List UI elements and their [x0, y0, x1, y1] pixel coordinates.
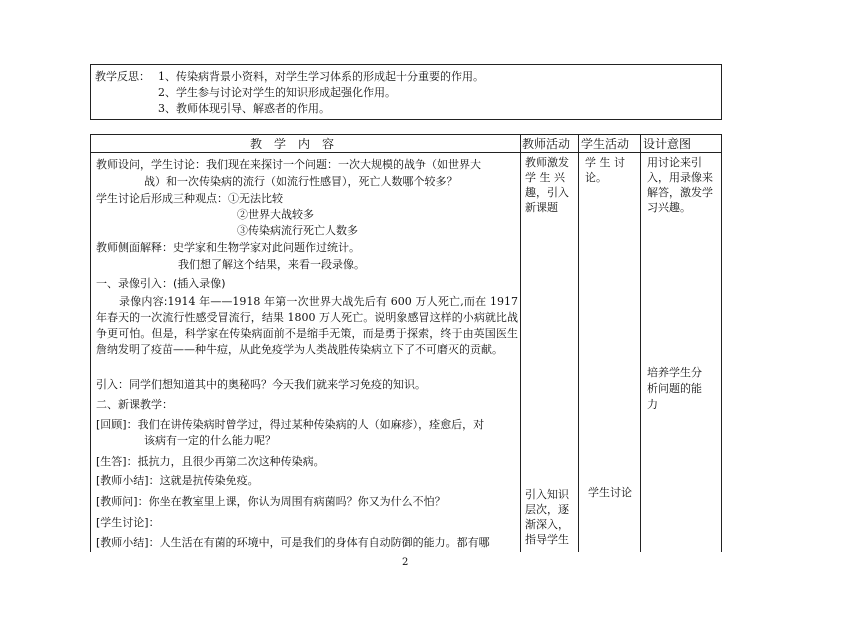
review-line-1 — [96, 418, 484, 431]
page-number: 2 — [402, 557, 409, 568]
reflection-line-1: 1、传染病背景小资料，对学生学习体系的形成起十分重要的作用。 — [158, 70, 484, 83]
views-intro: 学生讨论后形成三种观点：①无法比较 — [96, 192, 283, 205]
reflection-line-2: 2、学生参与讨论对学生的知识形成起强化作用。 — [158, 86, 396, 99]
summary-1-label: [教师小结] — [96, 474, 149, 487]
design-intent-2-line-3: 力 — [647, 398, 658, 411]
question-text-1: 我们现在来探讨一个问题：一次大规模的战争（如世界大 — [206, 158, 481, 171]
design-intent-1-line-4: 习兴趣。 — [647, 201, 691, 214]
section-new-lesson: 二、新课教学： — [96, 398, 173, 411]
reflection-label: 教学反思： — [95, 70, 150, 83]
summary-2-text: ：人生活在有菌的环境中，可是我们的身体有自动防御的能力。都有哪 — [148, 536, 490, 549]
side-explain-line — [96, 241, 360, 254]
design-intent-1-line-3: 解答，激发学 — [647, 186, 713, 199]
summary-1-text: ：这就是抗传染免疫。 — [148, 474, 259, 487]
review-text-1: ：我们在讲传染病时曾学过，得过某种传染病的人（如麻疹），痊愈后，对 — [126, 418, 485, 431]
student-discussion-label: [学生讨论] — [96, 516, 149, 529]
teacher-activity-2-line-1: 引入知识 — [525, 488, 569, 501]
header-teacher-activity: 教师活动 — [522, 137, 571, 151]
design-intent-1-line-2: 入，用录像来 — [647, 171, 713, 184]
side-explain-label: 教师侧面解释 — [96, 241, 162, 254]
side-explain-text: ：史学家和生物学家对此问题作过统计。 — [162, 241, 360, 254]
design-intent-2-line-1: 培养学生分 — [647, 366, 702, 379]
question-line-2: 战）和一次传染病的流行（如流行性感冒），死亡人数哪个较多？ — [144, 175, 458, 188]
side-explain-text-2: 我们想了解这个结果，来看一段录像。 — [178, 258, 365, 271]
teacher-question-line — [96, 495, 446, 508]
col-divider-3 — [640, 134, 641, 552]
question-label: 教师设问，学生讨论： — [96, 158, 206, 171]
teacher-activity-2-line-3: 渐深入， — [525, 518, 569, 531]
col-divider-2 — [578, 134, 579, 552]
teacher-activity-2-line-2: 层次，逐 — [525, 503, 569, 516]
question-line-1 — [96, 158, 481, 171]
teacher-question-text: ：你坐在教室里上课，你认为周围有病菌吗？你又为什么不怕？ — [137, 495, 446, 508]
student-activity-1-line-1: 学 生 讨 — [585, 156, 625, 169]
intro-line — [96, 378, 426, 391]
teacher-activity-1-line-1: 教师激发 — [525, 156, 569, 169]
summary-1-line — [96, 474, 259, 487]
student-activity-1-line-2: 论。 — [585, 171, 607, 184]
col-divider-1 — [520, 134, 521, 552]
summary-2-line — [96, 536, 490, 549]
review-text-2: 该病有一定的什么能力呢？ — [144, 434, 276, 447]
video-content-text: 1914 年——1918 年第一次世界大战先后有 600 万人死亡,而在 1917 年春天的一次流行性感受冒流行，结果 1800 万人死亡。说明象感冒这样的小病就比战争更可怕。但是，科学家在传染病面前不是缩手无策，而是勇于探索，终于由英国医生詹纳发明了疫苗——种牛痘，从此免疫学为人类战胜传染病立下了不可磨灭的贡献。 — [96, 295, 518, 356]
reflection-line-3: 3、教师体现引导、解惑者的作用。 — [158, 102, 330, 115]
header-divider — [90, 152, 722, 153]
video-content-label: 录像内容: — [119, 295, 168, 308]
student-discussion-line — [96, 516, 160, 529]
student-activity-2: 学生讨论 — [588, 486, 632, 499]
student-discussion-text: ： — [148, 516, 160, 529]
answer-line — [96, 455, 325, 468]
teacher-activity-1-line-3: 趣，引入 — [525, 186, 569, 199]
review-label: [回顾] — [96, 418, 127, 431]
view-2: ②世界大战较多 — [237, 208, 314, 221]
header-design-intent: 设计意图 — [643, 137, 692, 151]
teacher-activity-1-line-2: 学 生 兴 — [525, 171, 565, 184]
answer-text: ：抵抗力，且很少再第二次这种传染病。 — [126, 455, 325, 468]
design-intent-1-line-1: 用讨论来引 — [647, 156, 702, 169]
teacher-activity-1-line-4: 新课题 — [525, 201, 558, 214]
video-content-paragraph — [96, 294, 518, 358]
intro-label: 引入 — [96, 378, 118, 391]
summary-2-label: [教师小结] — [96, 536, 149, 549]
view-3: ③传染病流行死亡人数多 — [237, 224, 358, 237]
answer-label: [生答] — [96, 455, 127, 468]
header-student-activity: 学生活动 — [581, 137, 630, 151]
intro-text: ：同学们想知道其中的奥秘吗？今天我们就来学习免疫的知识。 — [118, 378, 426, 391]
header-content: 教 学 内 容 — [250, 137, 335, 151]
design-intent-2-line-2: 析问题的能 — [647, 382, 702, 395]
teacher-activity-2-line-4: 指导学生 — [525, 533, 569, 546]
section-video-intro: 一、录像引入：(插入录像) — [96, 277, 226, 290]
teacher-question-label: [教师问] — [96, 495, 138, 508]
